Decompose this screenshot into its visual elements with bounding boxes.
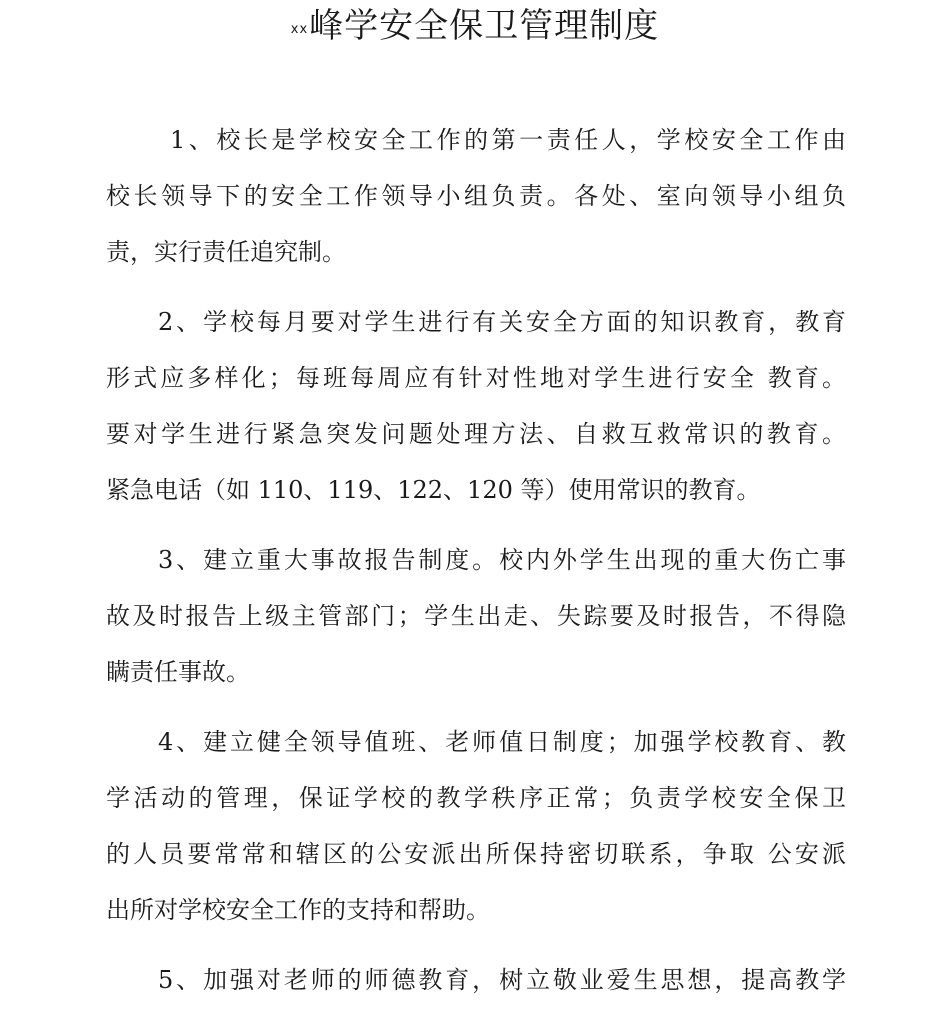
- paragraph-line: 学活动的管理，保证学校的教学秩序正常；负责学校安全保卫: [106, 784, 846, 812]
- paragraph-line: 1、校长是学校安全工作的第一责任人，学校安全工作由: [170, 126, 846, 154]
- paragraph-4: [106, 714, 846, 938]
- paragraph-line: 紧急电话（如 110、119、122、120 等）使用常识的教育。: [106, 476, 761, 504]
- paragraph-line: 责，实行责任追究制。: [106, 238, 346, 266]
- paragraph-line: 5、加强对老师的师德教育，树立敬业爱生思想，提高教学: [158, 966, 846, 994]
- paragraph-line: 要对学生进行紧急突发问题处理方法、自救互救常识的教育。: [106, 420, 846, 448]
- document-body: [106, 112, 846, 1022]
- paragraph-line: 2、学校每月要对学生进行有关安全方面的知识教育，教育: [158, 308, 846, 336]
- document-title: [0, 4, 950, 48]
- paragraph-5: [106, 952, 846, 1008]
- paragraph-line: 形式应多样化；每班每周应有针对性地对学生进行安全 教育。: [106, 364, 846, 392]
- paragraph-line: 的人员要常常和辖区的公安派出所保持密切联系，争取 公安派: [106, 840, 846, 868]
- paragraph-line: 3、建立重大事故报告制度。校内外学生出现的重大伤亡事: [158, 546, 846, 574]
- paragraph-line: 校长领导下的安全工作领导小组负责。各处、室向领导小组负: [106, 182, 846, 210]
- paragraph-3: [106, 532, 846, 700]
- paragraph-line: 出所对学校安全工作的支持和帮助。: [106, 896, 490, 924]
- paragraph-line: 4、建立健全领导值班、老师值日制度；加强学校教育、教: [158, 728, 846, 756]
- title-text: 峰学安全保卫管理制度: [309, 6, 660, 46]
- paragraph-line: 瞒责任事故。: [106, 658, 250, 686]
- paragraph-line: 故及时报告上级主管部门；学生出走、失踪要及时报告，不得隐: [106, 602, 846, 630]
- paragraph-2: [106, 294, 846, 518]
- title-prefix: xx: [290, 22, 309, 37]
- paragraph-1: [106, 112, 846, 280]
